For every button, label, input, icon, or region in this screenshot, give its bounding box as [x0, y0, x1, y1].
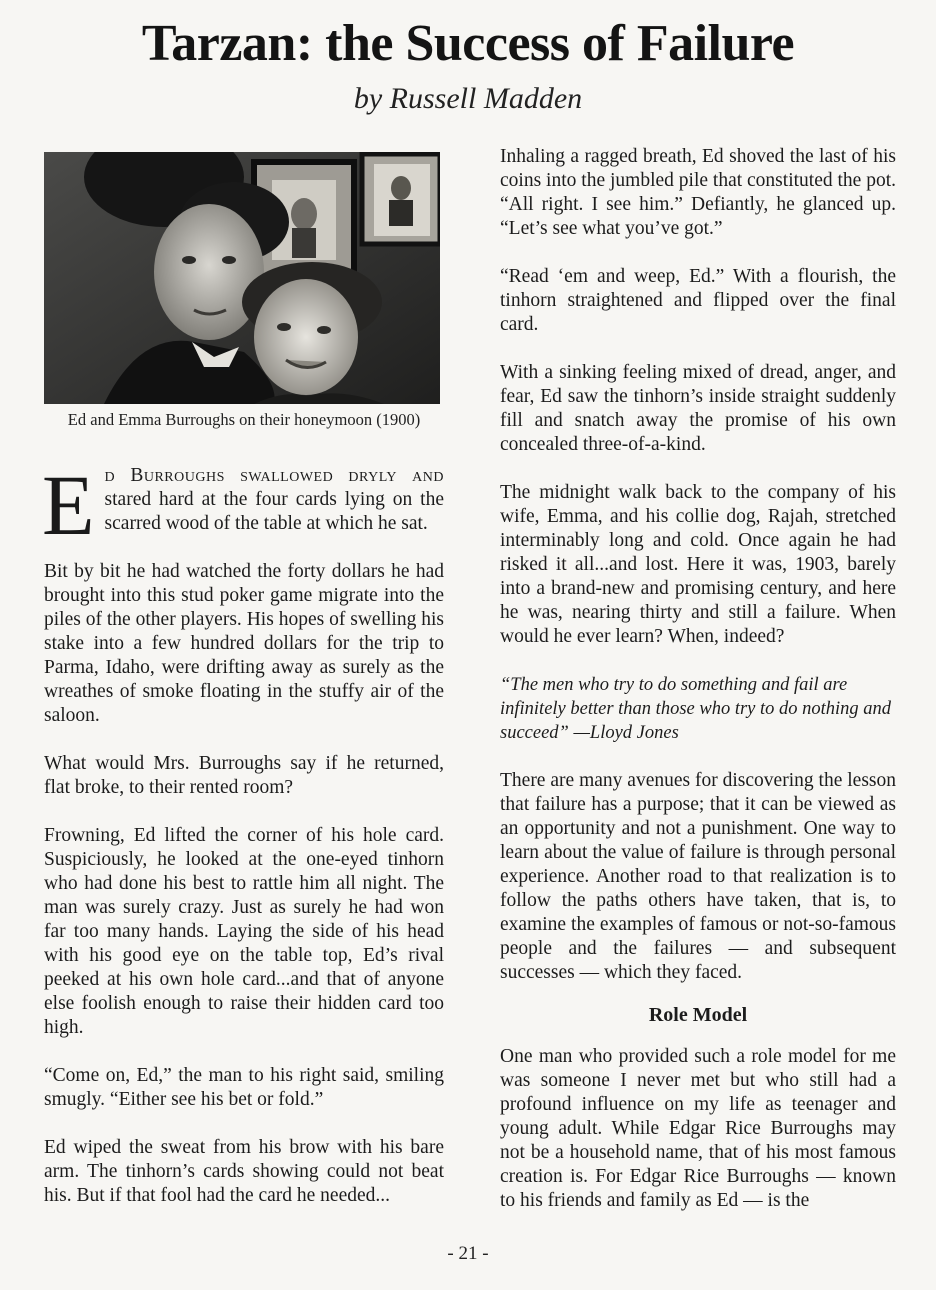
photo-caption: Ed and Emma Burroughs on their honeymoon (1900): [67, 410, 421, 429]
body-paragraph: The midnight walk back to the company of his wife, Emma, and his collie dog, Rajah, stretched interminably long and cold. Once again he had risked it all...and lost. Here it was, 1903, barely into a brand-new and promising century, and here he was, nearing thirty and still a failure. When would he ever learn? When, indeed?: [500, 482, 896, 647]
body-paragraph: One man who provided such a role model for me was someone I never met but who still had a profound influence on my life as teenager and young adult. While Edgar Rice Burroughs may not be a household name, that of his most famous creation is. For Edgar Rice Burroughs — known to his friends and family as Ed — is the: [500, 1046, 896, 1211]
lead-smallcaps: d Burroughs swallowed dryly and: [104, 465, 444, 486]
body-paragraph: “Read ‘em and weep, Ed.” With a flourish, the tinhorn straightened and flipped over the final card.: [500, 266, 896, 335]
body-paragraph: Bit by bit he had watched the forty dollars he had brought into this stud poker game migrate into the piles of the other players. His hopes of swelling his stake into a few hundred dollars for the trip to Parma, Idaho, were drifting away as surely as the wreathes of smoke floating in the stuffy air of the saloon.: [44, 561, 444, 726]
honeymoon-photo: [44, 152, 440, 404]
pull-quote: “The men who try to do something and fail are infinitely better than those who try to do nothing and succeed” —Lloyd Jones: [500, 675, 892, 743]
body-paragraph: What would Mrs. Burroughs say if he returned, flat broke, to their rented room?: [44, 753, 444, 798]
lead-rest: stared hard at the four cards lying on the scarred wood of the table at which he sat.: [104, 489, 444, 534]
photo-illustration: [44, 152, 440, 404]
left-column: [42, 457, 444, 1232]
drop-cap: E: [42, 457, 95, 553]
article-byline: by Russell Madden: [353, 82, 583, 115]
right-column: [500, 145, 896, 1237]
section-subheading: Role Model: [648, 1004, 748, 1026]
article-title: Tarzan: the Success of Failure: [141, 15, 795, 72]
body-paragraph: Ed wiped the sweat from his brow with his bare arm. The tinhorn’s cards showing could not beat his. But if that fool had the card he needed...: [44, 1137, 444, 1206]
page-number: - 21 -: [447, 1243, 489, 1264]
lead-paragraph: [42, 457, 444, 553]
body-paragraph: “Come on, Ed,” the man to his right said, smiling smugly. “Either see his bet or fold.”: [44, 1065, 444, 1110]
body-paragraph: There are many avenues for discovering the lesson that failure has a purpose; that it can be viewed as an opportunity and not a punishment. One way to learn about the value of failure is through personal experience. Another road to that realization is to follow the paths others have taken, that is, to examine the examples of famous or not-so-famous people and the failures — and subsequent successes — which they faced.: [500, 770, 896, 983]
body-paragraph: With a sinking feeling mixed of dread, anger, and fear, Ed saw the tinhorn’s inside straight suddenly fill and snatch away the promise of his own concealed three-of-a-kind.: [500, 362, 896, 455]
body-paragraph: Frowning, Ed lifted the corner of his hole card. Suspiciously, he looked at the one-eyed tinhorn who had done his best to rattle him all night. The man was surely crazy. Just as surely he had won far too many hands. Laying the side of his head with his good eye on the table top, Ed’s rival peeked at his own hole card...and that of anyone else foolish enough to raise their hidden card too high.: [44, 825, 444, 1038]
body-paragraph: Inhaling a ragged breath, Ed shoved the last of his coins into the jumbled pile that constituted the pot. “All right. I see him.” Defiantly, he glanced up. “Let’s see what you’ve got.”: [500, 146, 896, 239]
